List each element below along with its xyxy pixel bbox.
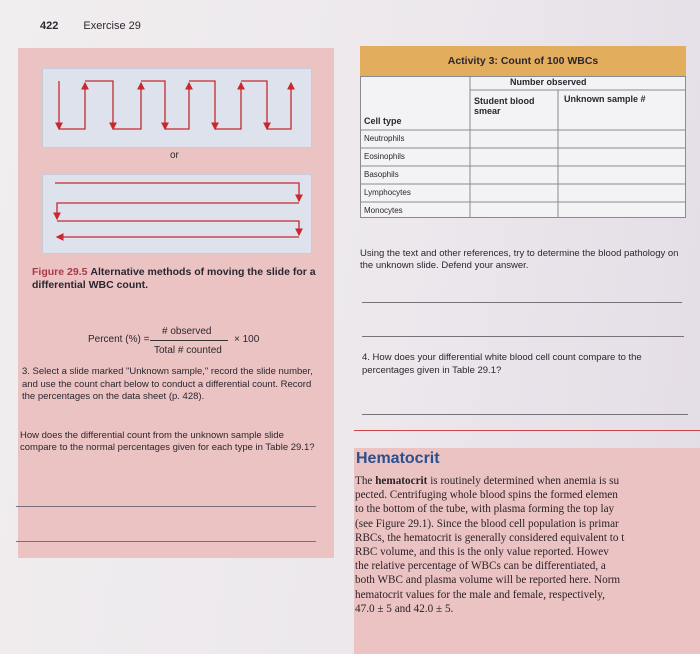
hematocrit-paragraph <box>355 474 700 654</box>
answer-line <box>362 336 684 337</box>
paragraph-line: hematocrit values for the male and female, respectively, <box>355 588 605 601</box>
section-heading-hematocrit: Hematocrit <box>356 450 440 467</box>
pathology-question: Using the text and other references, try to determine the blood pathology on the unknown slide. Defend your answer. <box>360 248 679 271</box>
row-label: Neutrophils <box>364 134 405 143</box>
row-label: Eosinophils <box>364 152 405 161</box>
paragraph-line: The hematocrit is routinely determined when anemia is su <box>355 475 620 487</box>
activity-3-table <box>360 46 686 218</box>
horizontal-path-diagram <box>43 175 311 253</box>
column-group-header: Number observed <box>510 77 587 87</box>
figure-caption-text: Alternative methods of moving the slide for a differential WBC count. <box>32 266 316 291</box>
answer-line <box>16 506 316 507</box>
paragraph-line: RBCs, the hematocrit is generally considered equivalent to t <box>355 531 625 544</box>
paragraph-line: the relative percentage of WBCs can be differentiated, a <box>355 560 606 573</box>
paragraph-line: RBC volume, and this is the only value reported. Howev <box>355 546 609 559</box>
paragraph-line: pected. Centrifuging whole blood spins the formed elemen <box>355 489 618 502</box>
formula-numerator: # observed <box>162 326 212 337</box>
paragraph-line: (see Figure 29.1). Since the blood cell population is primar <box>355 517 619 530</box>
page-number: 422 <box>40 20 59 32</box>
key-term: hematocrit <box>375 475 428 487</box>
column-header-cell-type: Cell type <box>364 116 402 126</box>
formula-denominator: Total # counted <box>154 345 222 356</box>
figure-caption-label: Figure 29.5 <box>32 266 88 278</box>
question-3: 3. Select a slide marked "Unknown sample," record the slide number, and use the count chart below to conduct a differential count. Record the percentages on the data sheet (p. 428). <box>22 366 313 402</box>
row-label: Monocytes <box>364 206 403 215</box>
row-label: Lymphocytes <box>364 188 411 197</box>
or-label: or <box>170 150 179 161</box>
question-3-prompt: How does the differential count from the unknown sample slide compare to the normal percentages given for each type in Table 29.1? <box>20 430 315 453</box>
answer-line <box>16 541 316 542</box>
formula-left: Percent (%) = <box>88 334 150 345</box>
section-title: Exercise 29 <box>83 20 141 32</box>
section-divider <box>354 430 700 431</box>
figure-panel-horizontal <box>42 174 312 254</box>
paragraph-line: to the bottom of the tube, with plasma forming the top lay <box>355 503 615 516</box>
column-header-unknown: Unknown sample # <box>564 94 646 104</box>
figure-panel-zigzag <box>42 68 312 148</box>
formula-multiplier: × 100 <box>234 334 260 345</box>
fraction-bar <box>150 340 228 341</box>
percent-formula <box>88 322 288 362</box>
page-header <box>40 20 141 32</box>
figure-caption <box>32 266 322 292</box>
answer-line <box>362 414 688 415</box>
activity-title: Activity 3: Count of 100 WBCs <box>360 46 686 76</box>
paragraph-line: both WBC and plasma volume will be reported here. Norm <box>355 574 621 587</box>
row-label: Basophils <box>364 170 399 179</box>
answer-line <box>362 302 682 303</box>
paragraph-line: 47.0 ± 5 and 42.0 ± 5. <box>355 602 454 615</box>
question-4: 4. How does your differential white blood cell count compare to the percentages given in Table 29.1? <box>362 352 642 376</box>
column-header-student: Student blood smear <box>474 96 535 116</box>
zigzag-path-diagram <box>43 69 311 147</box>
